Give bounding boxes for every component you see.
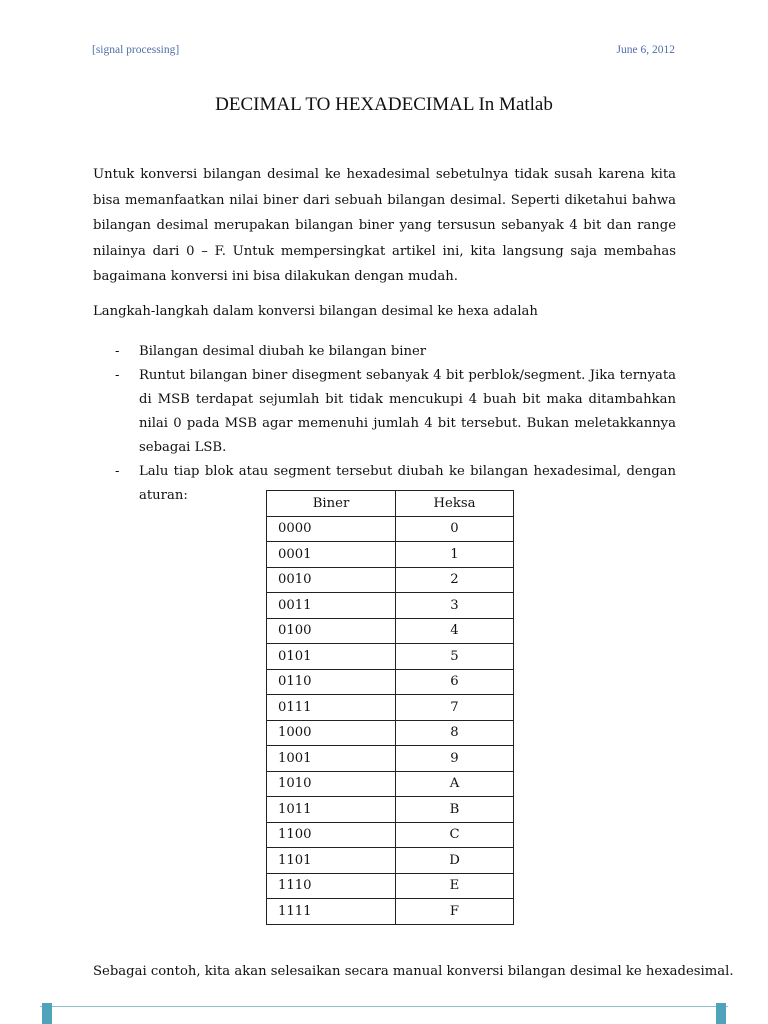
biner-cell: 1111 <box>267 899 396 925</box>
biner-cell: 0111 <box>267 695 396 721</box>
table-row <box>267 797 514 823</box>
table-row <box>267 593 514 619</box>
step-text: Runtut bilangan biner disegment sebanyak 4 bit perblok/segment. Jika ternyata di MSB terdapat sejumlah bit tidak mencukupi 4 buah bit maka ditambahkan nilai 0 pada MSB agar memenuhi jumlah 4 bit tersebut. Bukan meletakkannya sebagai LSB. <box>139 368 676 455</box>
footer-block-right <box>716 1003 726 1024</box>
heksa-cell: 3 <box>396 593 514 619</box>
biner-cell: 1010 <box>267 771 396 797</box>
list-item <box>93 364 676 460</box>
biner-cell: 1100 <box>267 822 396 848</box>
biner-cell: 0001 <box>267 542 396 568</box>
header-section-label: [signal processing] <box>92 44 180 56</box>
biner-cell: 0101 <box>267 644 396 670</box>
table-header-row <box>267 491 514 517</box>
footer-rule <box>40 1006 728 1007</box>
biner-cell: 0011 <box>267 593 396 619</box>
biner-cell: 1000 <box>267 720 396 746</box>
table-row <box>267 542 514 568</box>
bullet-dash: - <box>115 464 120 479</box>
heksa-cell: B <box>396 797 514 823</box>
heksa-cell: 4 <box>396 618 514 644</box>
list-item <box>93 340 676 364</box>
heksa-cell: D <box>396 848 514 874</box>
heksa-cell: 2 <box>396 567 514 593</box>
table-row <box>267 567 514 593</box>
table-row <box>267 516 514 542</box>
table-row <box>267 669 514 695</box>
heksa-cell: C <box>396 822 514 848</box>
biner-cell: 1101 <box>267 848 396 874</box>
heksa-cell: 1 <box>396 542 514 568</box>
steps-list <box>93 340 676 508</box>
table-row <box>267 873 514 899</box>
table-row <box>267 848 514 874</box>
table-body <box>267 516 514 924</box>
heksa-cell: 5 <box>396 644 514 670</box>
table-row <box>267 644 514 670</box>
biner-cell: 0100 <box>267 618 396 644</box>
table-row <box>267 746 514 772</box>
table-row <box>267 899 514 925</box>
table-row <box>267 618 514 644</box>
binary-hex-table <box>266 490 514 925</box>
biner-cell: 1001 <box>267 746 396 772</box>
heksa-cell: E <box>396 873 514 899</box>
table-row <box>267 822 514 848</box>
column-header-biner: Biner <box>267 491 396 517</box>
footer-decoration <box>40 1003 728 1024</box>
page-title: DECIMAL TO HEXADECIMAL In Matlab <box>215 94 553 115</box>
header-date: June 6, 2012 <box>616 44 675 56</box>
heksa-cell: 9 <box>396 746 514 772</box>
biner-cell: 0110 <box>267 669 396 695</box>
table-row <box>267 771 514 797</box>
biner-cell: 1011 <box>267 797 396 823</box>
biner-cell: 0010 <box>267 567 396 593</box>
closing-line: Sebagai contoh, kita akan selesaikan secara manual konversi bilangan desimal ke hexadesimal. <box>93 964 734 979</box>
intro-paragraph: Untuk konversi bilangan desimal ke hexadesimal sebetulnya tidak susah karena kita bisa memanfaatkan nilai biner dari sebuah bilangan desimal. Seperti diketahui bahwa bilangan desimal merupakan bilangan biner yang tersusun sebanyak 4 bit dan range nilainya dari 0 – F. Untuk mempersingkat artikel ini, kita langsung saja membahas bagaimana konversi ini bisa dilakukan dengan mudah. <box>93 167 676 284</box>
table-row <box>267 695 514 721</box>
heksa-cell: 8 <box>396 720 514 746</box>
steps-intro: Langkah-langkah dalam konversi bilangan desimal ke hexa adalah <box>93 304 538 319</box>
bullet-dash: - <box>115 368 120 383</box>
heksa-cell: A <box>396 771 514 797</box>
heksa-cell: 6 <box>396 669 514 695</box>
biner-cell: 1110 <box>267 873 396 899</box>
bullet-dash: - <box>115 344 120 359</box>
heksa-cell: 7 <box>396 695 514 721</box>
heksa-cell: 0 <box>396 516 514 542</box>
table-row <box>267 720 514 746</box>
column-header-heksa: Heksa <box>396 491 514 517</box>
heksa-cell: F <box>396 899 514 925</box>
footer-block-left <box>42 1003 52 1024</box>
step-text: Lalu tiap blok atau segment tersebut diubah ke bilangan hexadesimal, dengan aturan: <box>139 464 676 503</box>
step-text: Bilangan desimal diubah ke bilangan biner <box>139 344 427 359</box>
biner-cell: 0000 <box>267 516 396 542</box>
